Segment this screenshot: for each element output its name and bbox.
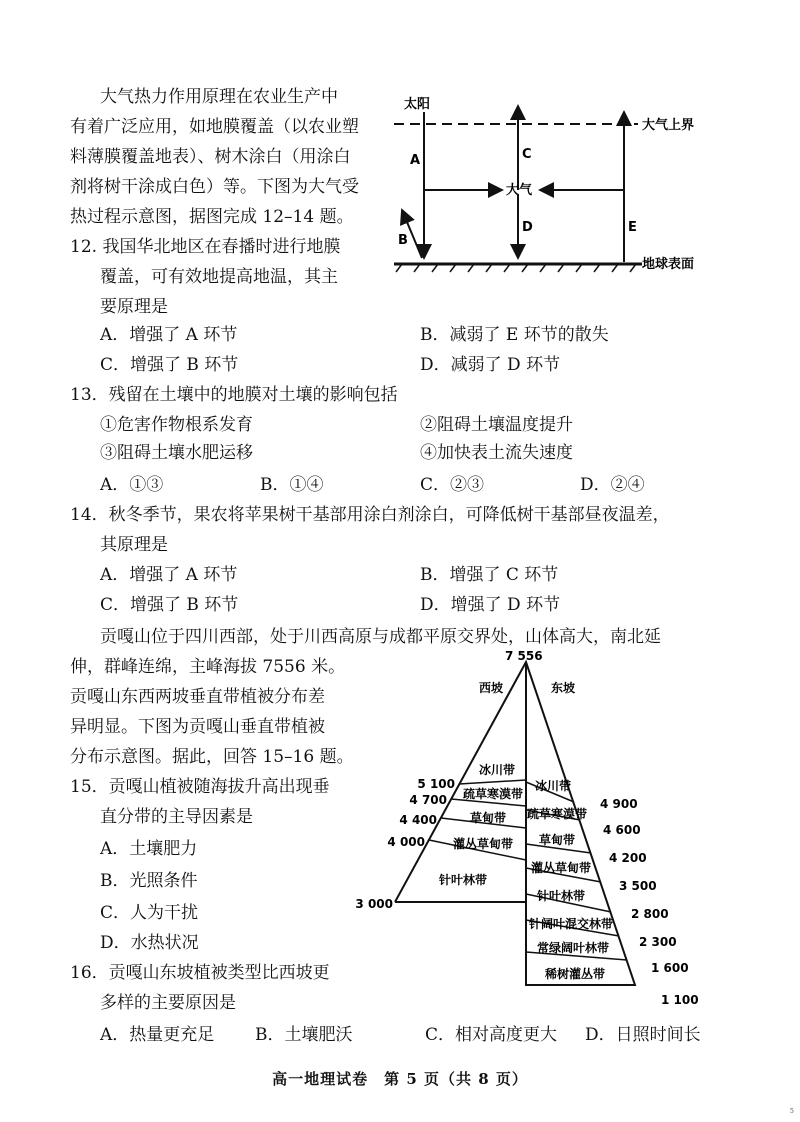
text-line: 有着广泛应用，如地膜覆盖（以农业塑 [70, 117, 359, 137]
east-altitude: 4 200 [609, 851, 647, 865]
atmos-top-label: 大气上界 [642, 118, 695, 133]
east-zone: 疏草寒漠带 [526, 807, 588, 821]
peak-altitude: 7 556 [505, 650, 543, 663]
text-line: 热过程示意图，据图完成 12–14 题。 [70, 207, 354, 227]
east-zone: 常绿阔叶林带 [536, 941, 610, 955]
option-d: D．②④ [580, 475, 645, 495]
east-zone: 灌丛草甸带 [530, 861, 592, 875]
option-b: B．①④ [260, 475, 324, 495]
west-altitude: 4 700 [409, 793, 447, 807]
question-stem: 12. 我国华北地区在春播时进行地膜 [70, 237, 341, 257]
option-c: C．②③ [420, 475, 485, 495]
west-zone: 草甸带 [469, 811, 507, 825]
statement-1: ①危害作物根系发育 [100, 415, 253, 435]
option-a: A．增强了 A 环节 [100, 565, 238, 585]
option-b: B．土壤肥沃 [255, 1025, 353, 1045]
question-stem: 直分带的主导因素是 [100, 807, 253, 827]
west-altitude: 3 000 [355, 897, 393, 911]
option-d: D．减弱了 D 环节 [420, 355, 561, 375]
option-b: B．减弱了 E 环节的散失 [420, 325, 609, 345]
statement-4: ④加快表土流失速度 [420, 443, 573, 463]
west-altitude: 4 400 [399, 813, 437, 827]
west-zone: 疏草寒漠带 [462, 787, 524, 801]
vegetation-zone-diagram [355, 650, 735, 1010]
option-b: B．增强了 C 环节 [420, 565, 559, 585]
west-zone: 针叶林带 [438, 873, 488, 887]
text-line: 贡嘎山位于四川西部，处于川西高原与成都平原交界处，山体高大，南北延 [100, 627, 661, 647]
option-a: A．增强了 A 环节 [100, 325, 238, 345]
option-c: C．相对高度更大 [425, 1025, 558, 1045]
east-zone: 草甸带 [538, 833, 576, 847]
west-altitude: 5 100 [417, 777, 455, 791]
atmosphere-label: 大气 [506, 183, 533, 198]
option-c: C．人为干扰 [100, 903, 199, 923]
text-line: 贡嘎山东西两坡垂直带植被分布差 [70, 687, 325, 707]
statement-3: ③阻碍土壤水肥运移 [100, 443, 253, 463]
east-altitude: 1 600 [651, 961, 689, 975]
question-stem: 覆盖，可有效地提高地温，其主 [100, 267, 338, 287]
text-line: 剂将树干涂成白色）等。下图为大气受 [70, 177, 359, 197]
statement-2: ②阻碍土壤温度提升 [420, 415, 573, 435]
question-stem: 16．贡嘎山东坡植被类型比西坡更 [70, 963, 330, 983]
text-line: 分布示意图。据此，回答 15–16 题。 [70, 747, 354, 767]
question-stem: 14．秋冬季节，果农将苹果树干基部用涂白剂涂白，可降低树干基部昼夜温差， [70, 505, 670, 525]
sun-label: 太阳 [404, 97, 431, 112]
option-a: A．①③ [100, 475, 164, 495]
east-altitude: 1 100 [661, 993, 699, 1007]
option-c: C．增强了 B 环节 [100, 595, 239, 615]
question-stem: 要原理是 [100, 297, 168, 317]
east-altitude: 4 600 [603, 823, 641, 837]
east-altitude: 2 300 [639, 935, 677, 949]
east-zone: 冰川带 [534, 779, 572, 793]
east-zone: 针叶林带 [536, 889, 586, 903]
text-line: 料薄膜覆盖地表）、树木涂白（用涂白 [70, 147, 351, 167]
text-line: 异明显。下图为贡嘎山垂直带植被 [70, 717, 325, 737]
text-line: 伸，群峰连绵，主峰海拔 7556 米。 [70, 657, 346, 677]
west-altitude: 4 000 [387, 835, 425, 849]
label-a: A [410, 153, 421, 168]
option-d: D．增强了 D 环节 [420, 595, 561, 615]
west-zone: 灌丛草甸带 [452, 837, 514, 851]
option-d: D．日照时间长 [585, 1025, 701, 1045]
east-altitude: 3 500 [619, 879, 657, 893]
question-stem: 13．残留在土壤中的地膜对土壤的影响包括 [70, 385, 398, 405]
question-stem: 多样的主要原因是 [100, 993, 236, 1013]
label-c: C [522, 147, 532, 162]
west-slope-label: 西坡 [479, 681, 504, 695]
west-zone: 冰川带 [478, 763, 516, 777]
page-mark: 5 [790, 1108, 794, 1115]
label-d: D [522, 220, 533, 235]
option-a: A．土壤肥力 [100, 839, 198, 859]
label-b: B [398, 233, 408, 248]
surface-label: 地球表面 [642, 257, 695, 272]
option-b: B．光照条件 [100, 871, 198, 891]
east-altitude: 4 900 [600, 797, 638, 811]
option-a: A．热量更充足 [100, 1025, 215, 1045]
east-zone: 针阔叶混交林带 [528, 917, 614, 931]
east-slope-label: 东坡 [551, 681, 576, 695]
label-e: E [628, 220, 637, 235]
text-line: 大气热力作用原理在农业生产中 [100, 87, 338, 107]
atmosphere-heating-diagram [380, 86, 720, 276]
question-stem: 其原理是 [100, 535, 168, 555]
east-altitude: 2 800 [631, 907, 669, 921]
east-zone: 稀树灌丛带 [544, 967, 606, 981]
question-stem: 15．贡嘎山植被随海拔升高出现垂 [70, 777, 330, 797]
page-footer: 高一地理试卷 第 5 页（共 8 页） [272, 1070, 528, 1088]
option-c: C．增强了 B 环节 [100, 355, 239, 375]
option-d: D．水热状况 [100, 933, 199, 953]
